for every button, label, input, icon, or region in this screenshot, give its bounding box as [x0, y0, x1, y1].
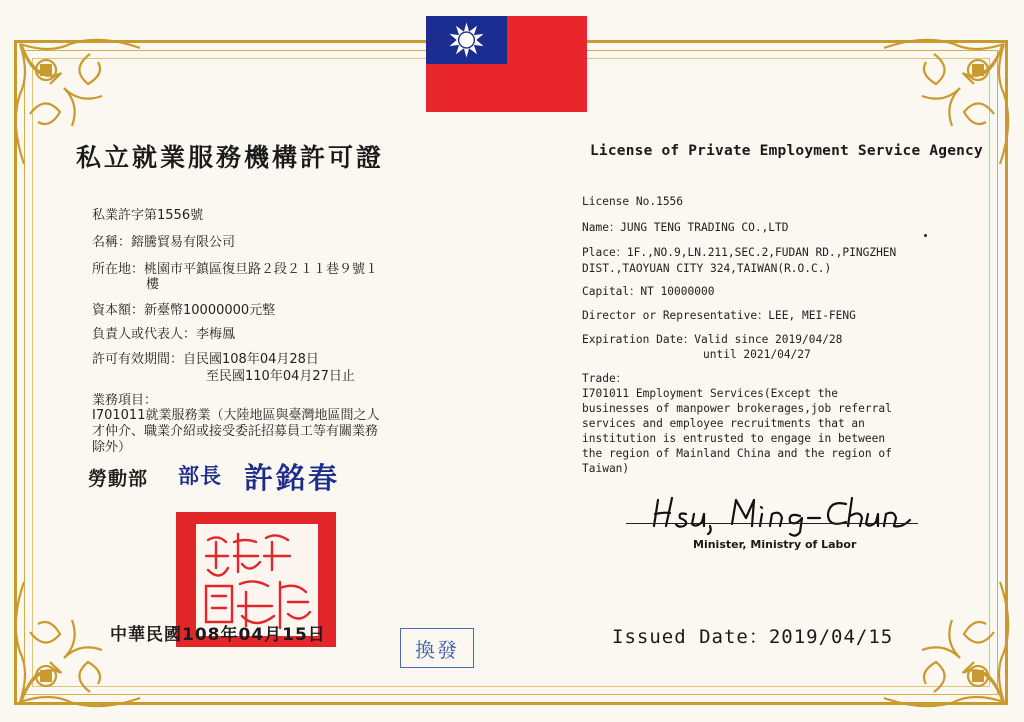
- zh-business-line1: I701011就業服務業（大陸地區與臺灣地區間之人: [92, 408, 380, 423]
- en-capital: Capital：NT 10000000: [582, 285, 715, 298]
- roc-flag-icon: [426, 16, 587, 112]
- en-expiration-line2: until 2021/04/27: [703, 348, 811, 361]
- en-place-line1: Place：1F.,NO.9,LN.211,SEC.2,FUDAN RD.,PINGZHEN: [582, 246, 897, 259]
- ministry-name-zh: 勞動部: [88, 468, 149, 490]
- en-trade-label: Trade：: [582, 372, 627, 385]
- en-trade-line2: businesses of manpower brokerages,job referral: [582, 402, 892, 415]
- issue-date-en: Issued Date：2019/04/15: [612, 626, 894, 648]
- zh-business-line3: 除外）: [92, 440, 132, 455]
- en-expiration-line1: Expiration Date：Valid since 2019/04/28: [582, 333, 843, 346]
- en-representative: Director or Representative：LEE, MEI-FENG: [582, 309, 856, 322]
- en-trade-line3: services and employee recruitments that an: [582, 417, 865, 430]
- zh-capital: 資本額：新臺幣10000000元整: [92, 303, 276, 318]
- minister-title-zh: 部長: [178, 463, 222, 488]
- en-trade-line1: I701011 Employment Services(Except the: [582, 387, 838, 400]
- zh-business-line2: 才仲介、職業介紹或接受委託招募員工等有關業務: [92, 424, 379, 439]
- en-license-no: License No.1556: [582, 195, 684, 208]
- ink-dot: [924, 234, 927, 237]
- en-trade-line6: Taiwan): [582, 462, 630, 475]
- en-trade-line5: the region of Mainland China and the region of: [582, 447, 892, 460]
- zh-business-label: 業務項目：: [92, 393, 158, 408]
- en-trade-line4: institution is entrusted to engage in between: [582, 432, 886, 445]
- signature-line: [626, 523, 918, 524]
- zh-representative: 負責人或代表人：李梅鳳: [92, 327, 236, 342]
- zh-address-line1: 所在地：桃園市平鎮區復旦路２段２１１巷９號１: [92, 262, 379, 277]
- minister-name-zh: 許銘春: [244, 461, 341, 495]
- zh-address-line2: 樓: [146, 277, 160, 292]
- title-chinese: 私立就業服務機構許可證: [76, 143, 385, 172]
- reissue-stamp: 換發: [400, 628, 474, 668]
- corner-ornament-bottom-right: [874, 572, 1014, 712]
- en-place-line2: DIST.,TAOYUAN CITY 324,TAIWAN(R.O.C.): [582, 262, 832, 275]
- handwritten-signature: [640, 492, 920, 538]
- zh-validity-line2: 至民國110年04月27日止: [206, 369, 355, 384]
- zh-validity-line1: 許可有效期間：自民國108年04月28日: [92, 352, 319, 367]
- zh-license-no: 私業許字第1556號: [92, 208, 204, 223]
- signatory-caption-en: Minister, Ministry of Labor: [693, 538, 857, 551]
- title-english: License of Private Employment Service Agency: [590, 143, 983, 159]
- en-name: Name：JUNG TENG TRADING CO.,LTD: [582, 221, 789, 234]
- issue-date-zh: 中華民國108年04月15日: [110, 625, 326, 645]
- zh-name: 名稱：鎔騰貿易有限公司: [92, 235, 236, 250]
